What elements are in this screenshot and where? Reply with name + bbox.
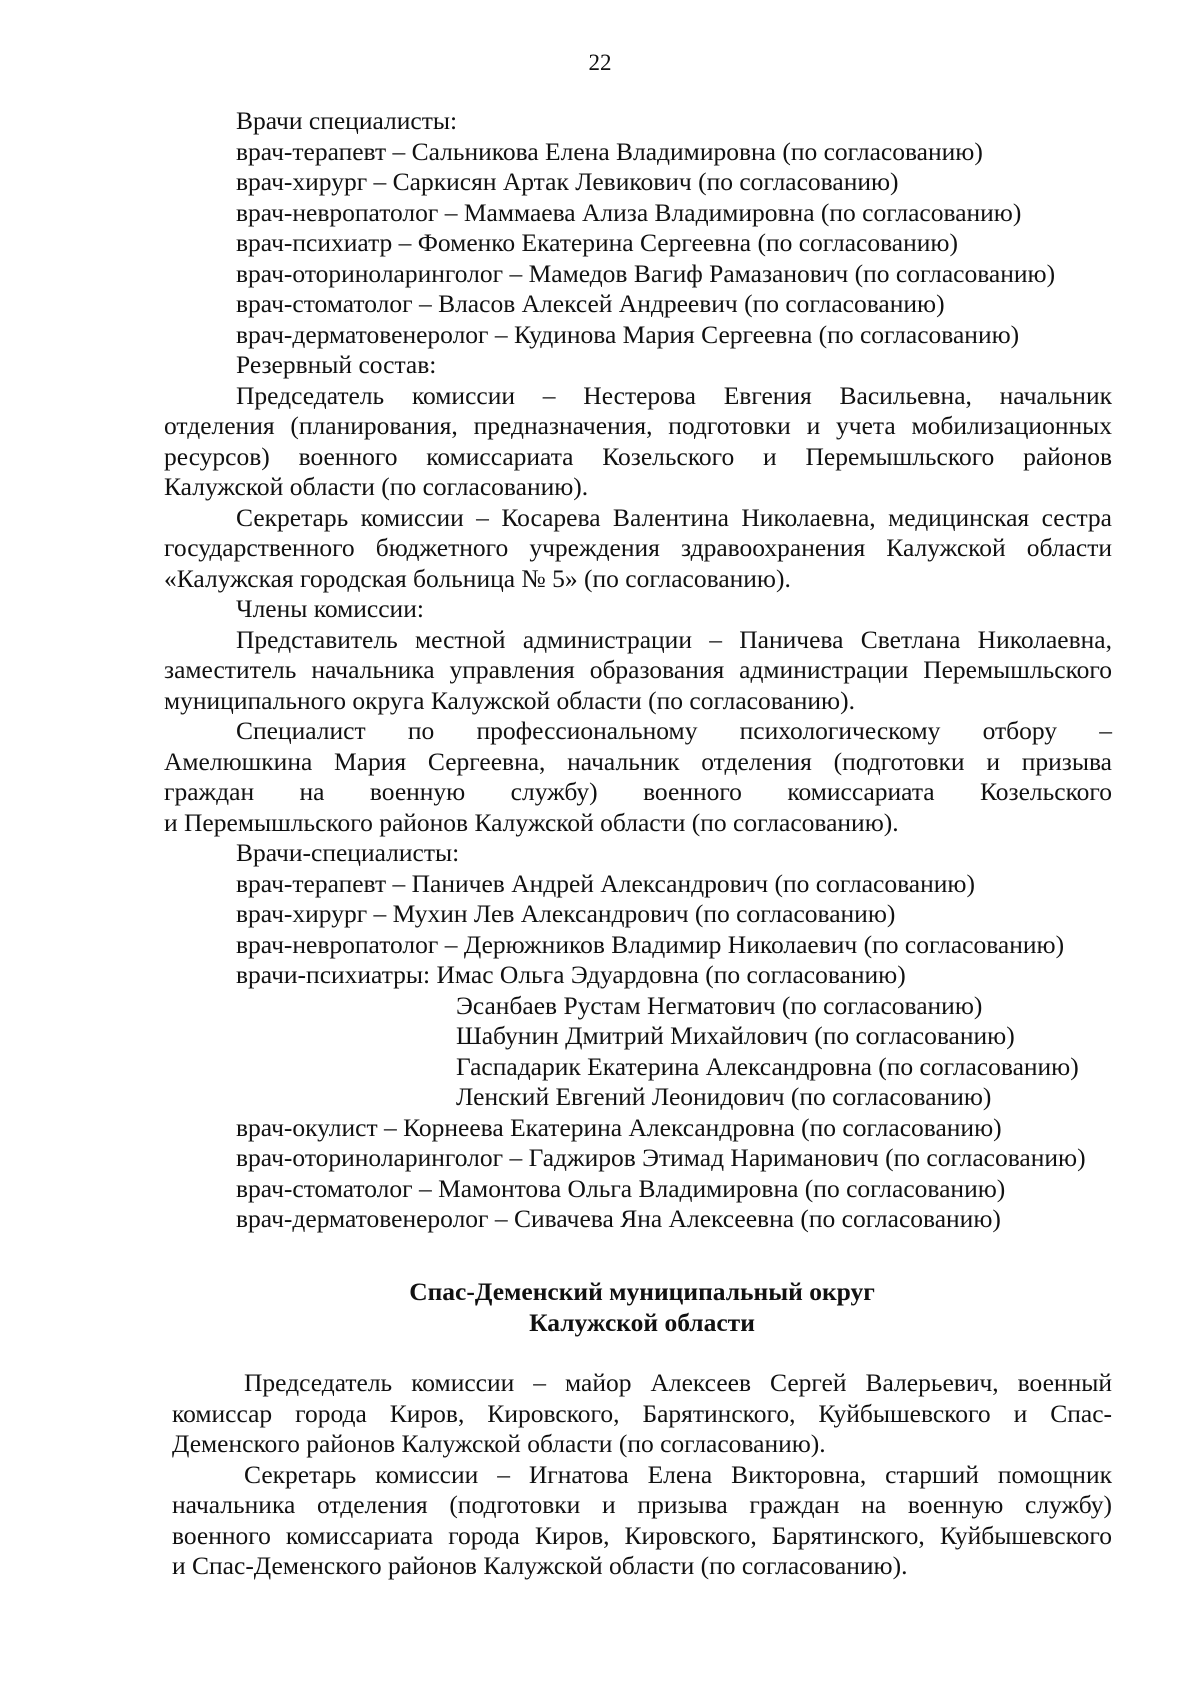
doctor-line: врач-невропатолог – Маммаева Ализа Владимировна (по согласованию) bbox=[236, 197, 1022, 227]
district-heading-line: Калужской области bbox=[529, 1308, 755, 1337]
district-heading bbox=[172, 1276, 1112, 1338]
page-number: 22 bbox=[588, 50, 612, 75]
doctor-line: врач-оториноларинголог – Гаджиров Этимад Нариманович (по согласованию) bbox=[236, 1143, 1086, 1172]
commission-section-1 bbox=[164, 106, 1112, 1235]
doctor-line: врач-окулист – Корнеева Екатерина Александровна (по согласованию) bbox=[236, 1112, 1002, 1142]
secretary-line: государственного бюджетного учреждения здравоохранения Калужской области bbox=[164, 533, 1112, 562]
doctor-line: врачи-психиатры: Имас Ольга Эдуардовна (по согласованию) bbox=[236, 960, 906, 989]
doctor-line: врач-невропатолог – Дерюжников Владимир Николаевич (по согласованию) bbox=[236, 929, 1065, 959]
commission-section-2 bbox=[172, 1368, 1112, 1582]
doctor-line: врач-хирург – Саркисян Артак Левикович (по согласованию) bbox=[236, 167, 899, 196]
doctor-line: врач-терапевт – Паничев Андрей Александрович (по согласованию) bbox=[236, 868, 975, 898]
doctor-line: врач-психиатр – Фоменко Екатерина Сергеевна (по согласованию) bbox=[236, 228, 958, 257]
chair-line: отделения (планирования, предназначения, подготовки и учета мобилизационных bbox=[164, 411, 1112, 440]
psychiatrist-line: Шабунин Дмитрий Михайлович (по согласованию) bbox=[456, 1021, 1015, 1050]
secretary-line: Секретарь комиссии – Косарева Валентина Николаевна, медицинская сестра bbox=[236, 502, 1112, 532]
psych-specialist-line: Специалист по профессиональному психологическому отбору – bbox=[236, 716, 1112, 745]
admin-rep-line: муниципального округа Калужской области (по согласованию). bbox=[164, 685, 855, 715]
doctors2-heading: Врачи-специалисты: bbox=[236, 838, 460, 867]
district-heading-line: Спас-Деменский муниципальный округ bbox=[409, 1277, 875, 1306]
admin-rep-line: Представитель местной администрации – Паничева Светлана Николаевна, bbox=[236, 624, 1112, 654]
reserve-heading: Резервный состав: bbox=[236, 350, 437, 379]
secretary-line: «Калужская городская больница № 5» (по согласованию). bbox=[164, 563, 791, 593]
chair-line: ресурсов) военного комиссариата Козельского и Перемышльского районов bbox=[164, 441, 1112, 471]
chair-line: Деменского районов Калужской области (по согласованию). bbox=[172, 1429, 826, 1458]
chair-line: комиссар города Киров, Кировского, Барятинского, Куйбышевского и Спас- bbox=[172, 1398, 1112, 1428]
secretary-line: Секретарь комиссии – Игнатова Елена Викторовна, старший помощник bbox=[244, 1459, 1112, 1489]
doctor-line: врач-дерматовенеролог – Сивачева Яна Алексеевна (по согласованию) bbox=[236, 1204, 1001, 1233]
doctor-line: врач-стоматолог – Власов Алексей Андреевич (по согласованию) bbox=[236, 289, 945, 318]
doctor-line: врач-хирург – Мухин Лев Александрович (по согласованию) bbox=[236, 899, 896, 928]
doctor-line: врач-дерматовенеролог – Кудинова Мария Сергеевна (по согласованию) bbox=[236, 319, 1020, 349]
doctor-line: врач-оториноларинголог – Мамедов Вагиф Рамазанович (по согласованию) bbox=[236, 258, 1056, 288]
secretary-line: военного комиссариата города Киров, Кировского, Барятинского, Куйбышевского bbox=[172, 1520, 1112, 1550]
admin-rep-line: заместитель начальника управления образования администрации Перемышльского bbox=[164, 655, 1112, 684]
members-heading: Члены комиссии: bbox=[236, 594, 424, 623]
chair-line: Калужской области (по согласованию). bbox=[164, 472, 589, 501]
psychiatrist-line: Эсанбаев Рустам Негматович (по согласованию) bbox=[456, 990, 983, 1020]
chair-line: Председатель комиссии – Нестерова Евгения Васильевна, начальник bbox=[236, 380, 1112, 410]
secretary-line: начальника отделения (подготовки и призыва граждан на военную службу) bbox=[172, 1490, 1112, 1519]
doctors-heading: Врачи специалисты: bbox=[236, 106, 458, 135]
chair-line: Председатель комиссии – майор Алексеев Сергей Валерьевич, военный bbox=[244, 1368, 1112, 1397]
doctor-line: врач-стоматолог – Мамонтова Ольга Владимировна (по согласованию) bbox=[236, 1173, 1006, 1203]
secretary-line: и Спас-Деменского районов Калужской области (по согласованию). bbox=[172, 1551, 908, 1580]
psychiatrist-line: Гаспадарик Екатерина Александровна (по согласованию) bbox=[456, 1051, 1079, 1081]
psych-specialist-line: граждан на военную службу) военного комиссариата Козельского bbox=[164, 777, 1112, 806]
doctor-line: врач-терапевт – Сальникова Елена Владимировна (по согласованию) bbox=[236, 136, 983, 166]
psych-specialist-line: Амелюшкина Мария Сергеевна, начальник отделения (подготовки и призыва bbox=[164, 746, 1112, 776]
psych-specialist-line: и Перемышльского районов Калужской области (по согласованию). bbox=[164, 807, 899, 837]
psychiatrist-line: Ленский Евгений Леонидович (по согласованию) bbox=[456, 1082, 992, 1111]
